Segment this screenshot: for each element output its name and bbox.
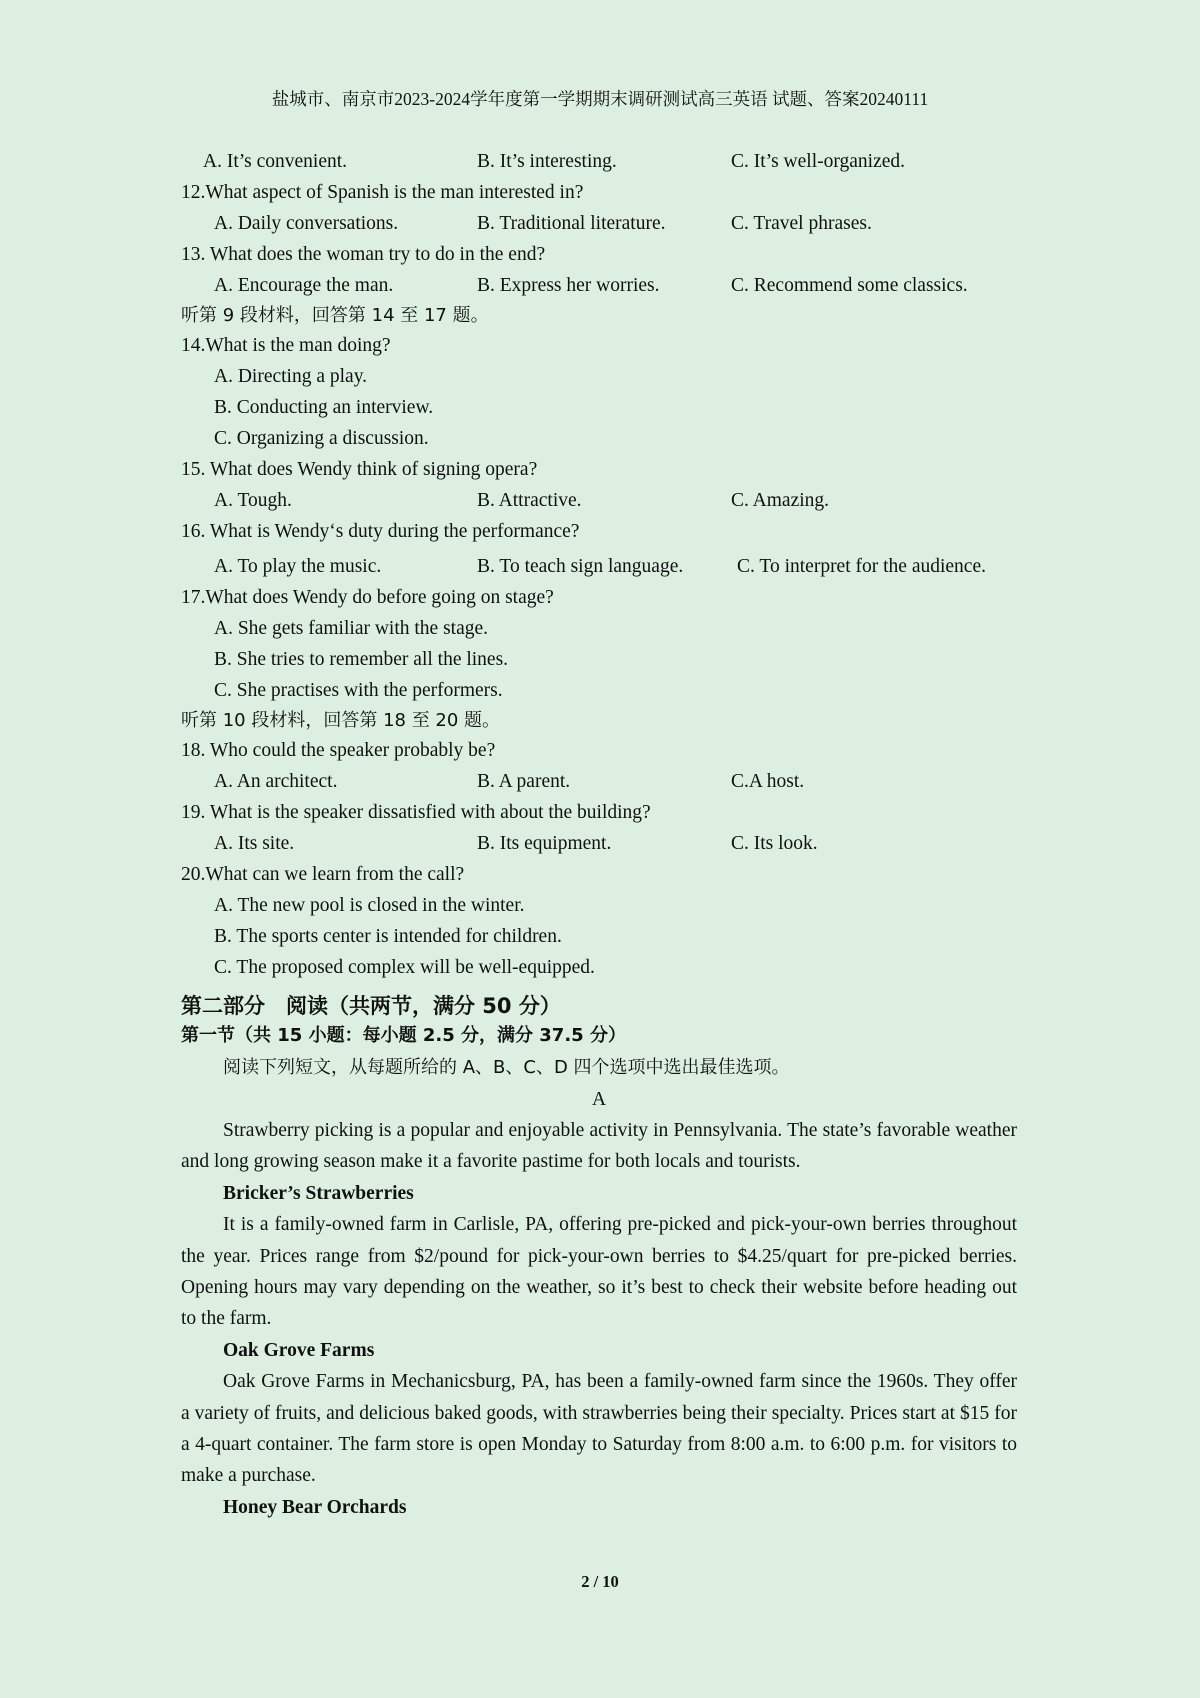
q17-option-c: C. She practises with the performers.	[214, 680, 503, 701]
option-a: A. Tough.	[214, 490, 292, 511]
option-c: C. Amazing.	[731, 490, 830, 511]
q14-option-a: A. Directing a play.	[214, 366, 368, 387]
q20-option-c: C. The proposed complex will be well-equipped.	[214, 957, 595, 978]
option-c: C. Travel phrases.	[731, 213, 872, 234]
q17-option-b: B. She tries to remember all the lines.	[214, 649, 509, 670]
option-c: C. Recommend some classics.	[731, 275, 968, 296]
section-10-instruction: 听第 10 段材料，回答第 18 至 20 题。	[181, 710, 501, 731]
q14-option-b: B. Conducting an interview.	[214, 397, 434, 418]
q12-options	[181, 208, 1017, 239]
option-b: B. A parent.	[477, 771, 571, 792]
q13-options	[181, 270, 1017, 301]
q18-options	[181, 766, 1017, 797]
q15-options	[181, 485, 1017, 516]
page-content	[181, 146, 1017, 1523]
question-18: 18. Who could the speaker probably be?	[181, 740, 496, 761]
option-c: C. Its look.	[731, 833, 818, 854]
page-header: 盐城市、南京市2023-2024学年度第一学期期末调研测试高三英语 试题、答案20240111	[271, 89, 929, 109]
question-20: 20.What can we learn from the call?	[181, 864, 465, 885]
passage-label: A	[591, 1089, 607, 1110]
option-a: A. To play the music.	[214, 556, 382, 577]
farm-1-name: Bricker’s Strawberries	[223, 1182, 414, 1204]
option-c: C. To interpret for the audience.	[737, 556, 986, 577]
option-b: B. Traditional literature.	[477, 213, 666, 234]
farm-2-name: Oak Grove Farms	[223, 1339, 375, 1361]
option-c: C.A host.	[731, 771, 805, 792]
question-16: 16. What is Wendy‘s duty during the performance?	[181, 521, 580, 542]
q11-options	[181, 146, 1017, 177]
option-b: B. Its equipment.	[477, 833, 612, 854]
option-a: A. Its site.	[214, 833, 295, 854]
part-2-title: 第二部分 阅读（共两节，满分 50 分）	[181, 994, 561, 1018]
question-19: 19. What is the speaker dissatisfied with about the building?	[181, 802, 651, 823]
question-15: 15. What does Wendy think of signing opera?	[181, 459, 538, 480]
farm-2-text: Oak Grove Farms in Mechanicsburg, PA, has been a family-owned farm since the 1960s. They offer a variety of fruits, and delicious baked goods, with strawberries being their specialty. Prices start at $15 for a 4-quart container. The farm store is open Monday to Saturday from 8:00 a.m. to 6:00 p.m. for visitors to make a purchase.	[181, 1371, 1017, 1487]
question-14: 14.What is the man doing?	[181, 335, 391, 356]
question-12: 12.What aspect of Spanish is the man interested in?	[181, 182, 584, 203]
q14-option-c: C. Organizing a discussion.	[214, 428, 429, 449]
option-a: A. Daily conversations.	[214, 213, 399, 234]
option-b: B. Attractive.	[477, 490, 582, 511]
option-c: C. It’s well-organized.	[731, 151, 906, 172]
option-b: B. It’s interesting.	[477, 151, 617, 172]
passage-intro: Strawberry picking is a popular and enjoyable activity in Pennsylvania. The state’s favorable weather and long growing season make it a favorite pastime for both locals and tourists.	[181, 1120, 1017, 1173]
reading-instruction: 阅读下列短文，从每题所给的 A、B、C、D 四个选项中选出最佳选项。	[223, 1057, 790, 1078]
option-a: A. It’s convenient.	[203, 151, 348, 172]
question-13: 13. What does the woman try to do in the end?	[181, 244, 546, 265]
q20-option-b: B. The sports center is intended for children.	[214, 926, 562, 947]
page-number: 2 / 10	[581, 1572, 619, 1591]
farm-1-text: It is a family-owned farm in Carlisle, PA, offering pre-picked and pick-your-own berries throughout the year. Prices range from $2/pound for pick-your-own berries to $4.25/quart for pre-picked berries. Opening hours may vary depending on the weather, so it’s best to check their website before heading out to the farm.	[181, 1214, 1017, 1330]
option-b: B. To teach sign language.	[477, 556, 684, 577]
section-9-instruction: 听第 9 段材料，回答第 14 至 17 题。	[181, 305, 489, 326]
option-b: B. Express her worries.	[477, 275, 660, 296]
farm-3-name: Honey Bear Orchards	[223, 1496, 407, 1518]
q16-options	[181, 547, 1017, 582]
q20-option-a: A. The new pool is closed in the winter.	[214, 895, 525, 916]
q17-option-a: A. She gets familiar with the stage.	[214, 618, 489, 639]
question-17: 17.What does Wendy do before going on stage?	[181, 587, 554, 608]
option-a: A. An architect.	[214, 771, 338, 792]
section-1-title: 第一节（共 15 小题：每小题 2.5 分，满分 37.5 分）	[181, 1025, 626, 1046]
option-a: A. Encourage the man.	[214, 275, 394, 296]
q19-options	[181, 828, 1017, 859]
